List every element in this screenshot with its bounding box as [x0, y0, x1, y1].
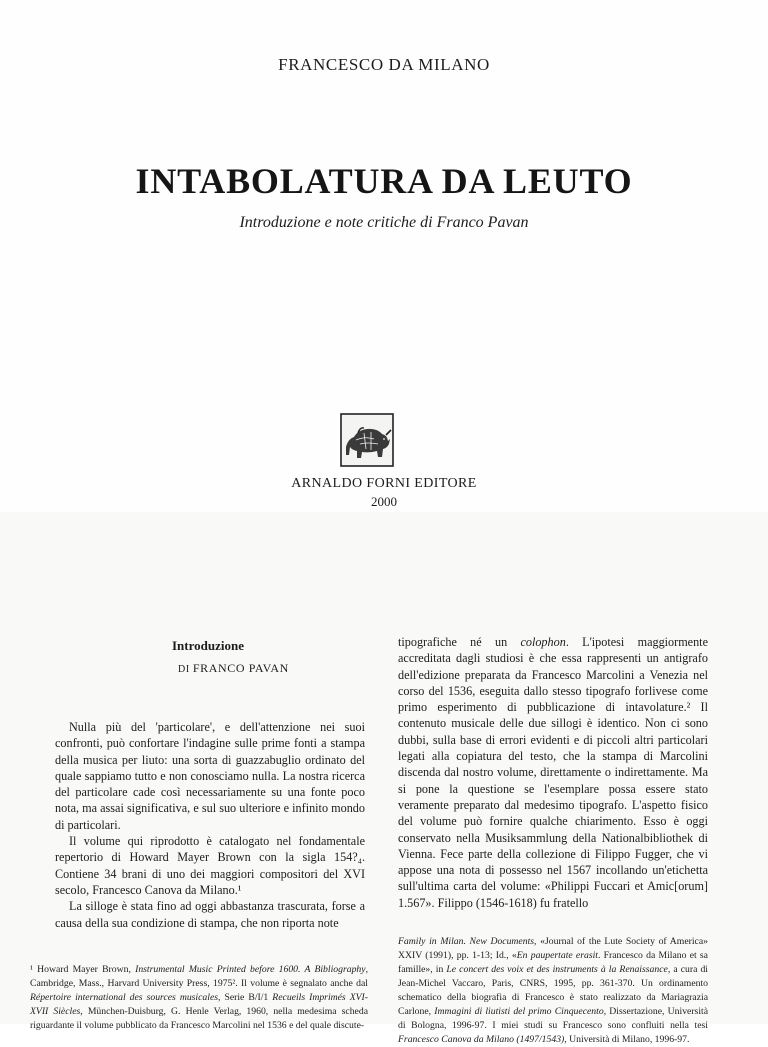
text-run-italic: Family in Milan. New Documents [398, 936, 535, 947]
footnote-continued [398, 935, 708, 1047]
book-subtitle: Introduzione e note critiche di Franco Pavan [239, 214, 529, 231]
byline-author: FRANCO PAVAN [192, 661, 289, 675]
text-run: , Cambridge, Mass., Harvard University Press, 1975². Il volume è segnalato anche dal [30, 964, 368, 989]
left-text-column [55, 719, 365, 931]
text-run: . L'ipotesi maggiormente accreditata dagli studiosi è che essa rappresenti un antigrafo dell'edizione preparata da Francesco Marcolini a Venezia nel corso del 1536, eseguita dallo stesso tipografo forlivese come primo esperimento di pubblicazione di intavolature.² Il contenuto musicale delle due sillogi è identico. Non ci sono dubbi, sulla base di errori evidenti e di piccoli altri particolari legati alla copiatura del testo, che la stampa di Marcolini discenda dal nostro volume, direttamente o indirettamente. Ma si pone la questione se l'esemplare possa essere stato veramente preparato dal medesimo tipografo. L'aspetto fisico del volume può fornire qualche chiarimento. Esso è oggi conservato nella Musiksammlung della Nationalbibliothek di Vienna. Fece parte della collezione di Filippo Fugger, che vi appose una nota di possesso nel 1567 incollando un'etichetta sull'ultima carta del volume: «Philippi Fuccari et Amic[orum] 1.567». Filippo (1546-1618) fu fratello [398, 635, 708, 910]
paragraph: La silloge è stata fino ad oggi abbastanza trascurata, forse a causa della sua condizione di stampa, che non riporta note [55, 899, 365, 930]
text-run-italic: Le concert des voix et des instruments à la Renaissance [446, 964, 668, 975]
text-run-italic: En paupertate erasit [516, 950, 598, 961]
text-run: , München-Duisburg, G. Henle Verlag, 1960, nella medesima scheda riguardante il volume pubblicato da Francesco Marcolini nel 1536 e del quale discute- [30, 1006, 369, 1031]
text-run-italic: Recueils Imprimés XVI-XVII Siècles [30, 992, 368, 1017]
text-run-italic: Répertoire international des sources musicales [30, 992, 219, 1003]
text-run-italic: Immagini di liutisti del primo Cinquecento [434, 1006, 604, 1017]
paragraph: Il volume qui riprodotto è catalogato nel fondamentale repertorio di Howard Mayer Brown con la sigla 154?₄. Contiene 34 brani di uno dei maggiori compositori del XVI secolo, Francesco Canova da Milano.¹ [55, 834, 365, 897]
introduction-byline [178, 661, 289, 676]
author-name: FRANCESCO DA MILANO [278, 55, 490, 74]
right-text-column [398, 634, 708, 911]
title-page [0, 0, 768, 512]
book-title: INTABOLATURA DA LEUTO [135, 161, 633, 201]
text-run-italic: Francesco Canova da Milano (1497/1543) [398, 1034, 565, 1045]
text-run: , Serie B/I/1 [218, 992, 273, 1003]
text-run: , a cura di Jean-Michel Vaccaro, Paris, CNRS, 1995, pp. 361-370. Un ordinamento schematico della biografia di Francesco è stato realizzato da Mariagrazia Carlone, [398, 964, 708, 1017]
byline-prefix: DI [178, 664, 190, 675]
publisher-name: ARNALDO FORNI EDITORE [291, 476, 477, 491]
text-run: , Università di Milano, 1996-97. [564, 1034, 690, 1045]
text-run: . Francesco da Milano et sa famille», in [398, 950, 708, 975]
rhinoceros-woodcut-icon [340, 413, 394, 467]
paragraph: Nulla più del 'particolare', e dell'attenzione nei suoi confronti, può confortare l'indagine sulle prime fonti a stampa della musica per liuto: una sorta di guazzabuglio ordinato del quale sappiamo tutto e non conosciamo nulla. La nostra ricerca del particolare cade così necessariamente su una fonte poco nota, ma assai significativa, e sul suo ulteriore e infinito mondo di particolari. [55, 720, 365, 832]
text-run: , Dissertazione, Università di Bologna, 1996-97. I miei studi su Francesco sono confluiti nella tesi [398, 1006, 709, 1031]
footnote-1 [30, 963, 368, 1033]
introduction-heading: Introduzione [172, 638, 244, 653]
introduction-page [0, 512, 768, 1045]
text-run-italic: colophon [520, 635, 566, 649]
publication-year: 2000 [371, 494, 397, 509]
text-run: , «Journal of the Lute Society of America» XXIV (1991), pp. 1-13; Id., « [398, 936, 708, 961]
paragraph [398, 634, 708, 911]
text-run-italic: Instrumental Music Printed before 1600. A Bibliography [135, 964, 366, 975]
text-run: tipografiche né un [398, 635, 521, 649]
text-run: ¹ Howard Mayer Brown, [30, 964, 136, 975]
